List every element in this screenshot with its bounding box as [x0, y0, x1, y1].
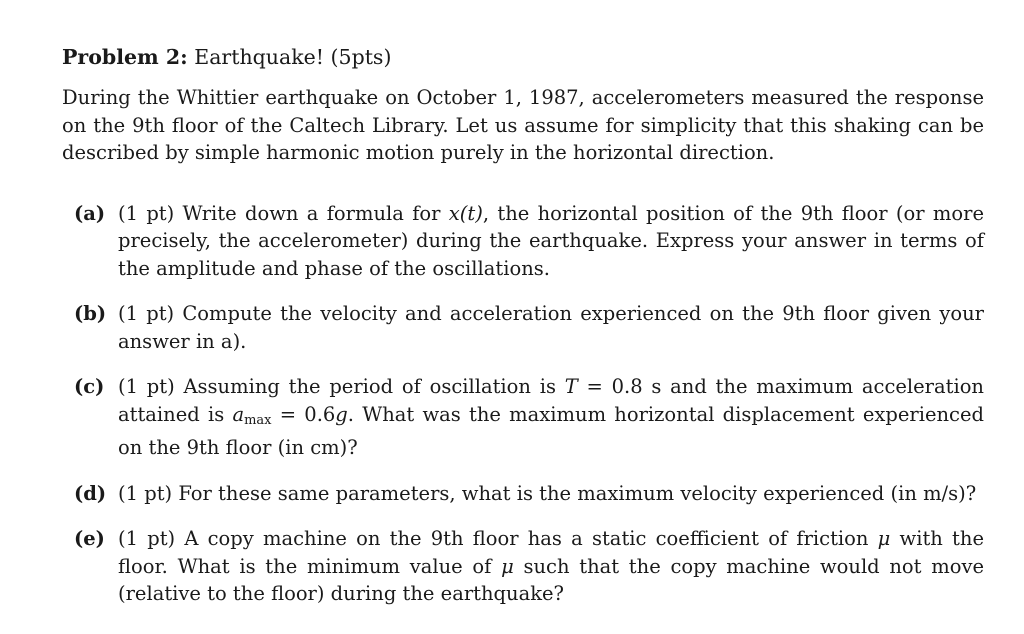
part-label: (e)	[74, 527, 105, 550]
part-text: = 0.6	[271, 402, 336, 426]
part-label: (c)	[74, 375, 105, 398]
problem-document	[62, 42, 984, 626]
math-subscript: max	[244, 412, 272, 428]
part-text: with the floor. What is the minimum value of	[118, 527, 984, 578]
problem-intro: During the Whittier earthquake on October 1, 1987, accelerometers measured the response on the 9th floor of the Caltech Library. Let us assume for simplicity that this shaking can be described by simple harmonic motion purely in the horizontal direction.	[62, 86, 984, 164]
part-text: such that the copy machine would not move (relative to the floor) during the earthquake?	[118, 554, 984, 605]
problem-parts-list	[62, 200, 984, 608]
part-text: (1 pt) A copy machine on the 9th floor has a static coefficient of friction	[118, 527, 878, 550]
part-text: (1 pt) Assuming the period of oscillation is	[118, 375, 565, 398]
part-b	[62, 300, 984, 355]
part-c	[62, 373, 984, 462]
math-symbol: a	[232, 402, 245, 426]
part-label: (b)	[74, 302, 107, 325]
part-text: (1 pt) Write down a formula for	[118, 201, 449, 225]
part-text: , the horizontal position of the 9th floor (or more precisely, the accelerometer) during the earthquake. Express your answer in terms of the amplitude and phase of the oscillations.	[118, 201, 984, 280]
part-e	[62, 525, 984, 608]
math-symbol: T	[564, 375, 578, 398]
part-text: (1 pt) For these same parameters, what is the maximum velocity experienced (in m/s)?	[118, 481, 977, 505]
part-text: . What was the maximum horizontal displacement experienced on the 9th floor (in cm)?	[118, 402, 984, 459]
part-text: (1 pt) Compute the velocity and acceleration experienced on the 9th floor given your answer in a).	[118, 302, 984, 353]
part-label: (a)	[74, 201, 106, 225]
part-d	[62, 480, 984, 508]
part-label: (d)	[74, 481, 107, 505]
math-symbol: μ	[877, 527, 891, 550]
problem-title: Earthquake! (5pts)	[194, 45, 392, 69]
math-symbol: μ	[501, 554, 514, 578]
problem-number: Problem 2:	[62, 45, 188, 69]
part-text: = 0.8 s and the maximum acceleration attained is	[118, 375, 984, 426]
math-symbol: g	[335, 402, 348, 426]
part-a	[62, 200, 984, 283]
problem-heading	[62, 42, 984, 72]
math-expression: x(t)	[448, 201, 483, 225]
